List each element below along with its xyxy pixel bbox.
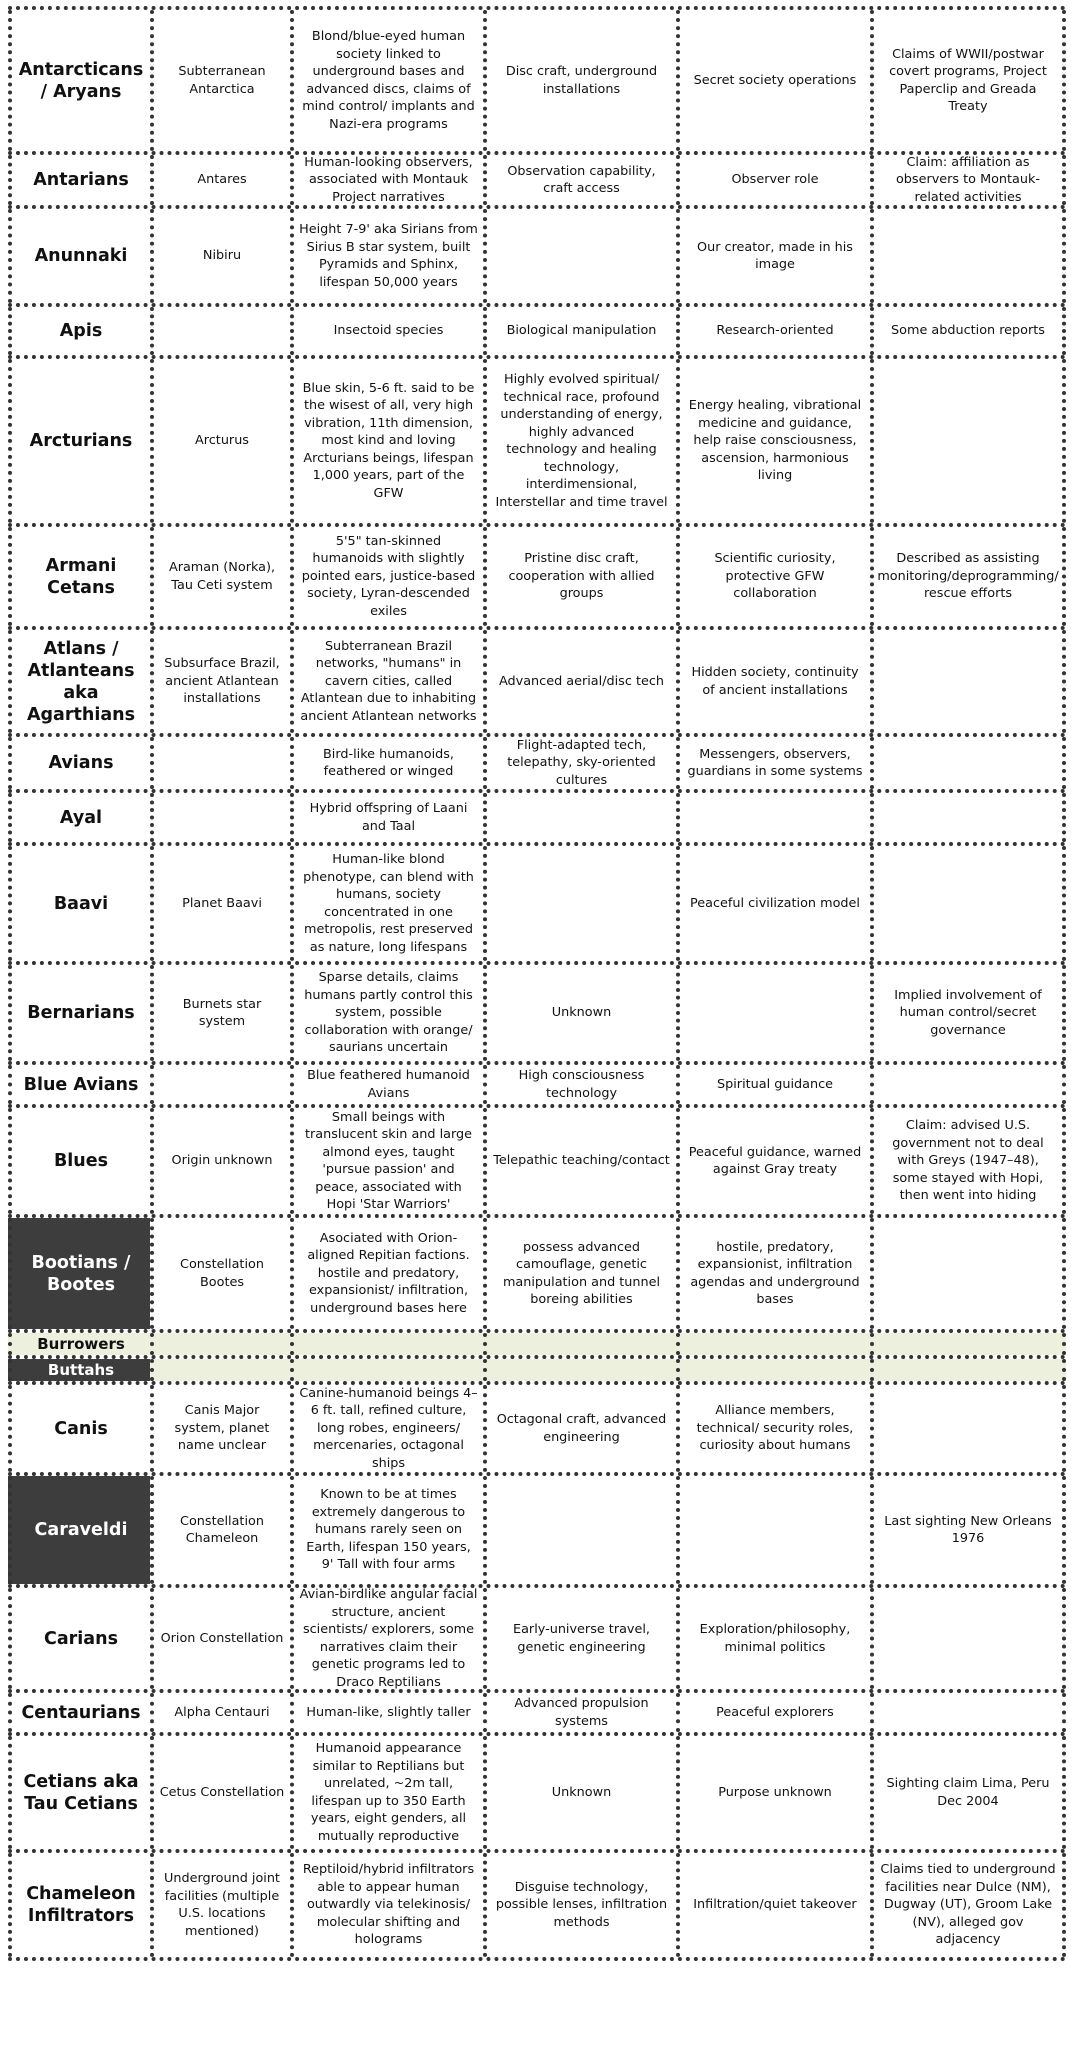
cell-technology — [483, 793, 676, 842]
cell-description: Humanoid appearance similar to Reptilians but unrelated, ~2m tall, lifespan up to 350 Earth years, eight genders, all mutually reproductive — [290, 1736, 483, 1849]
cell-name: Blue Avians — [8, 1065, 150, 1104]
cell-origin: Araman (Norka), Tau Ceti system — [150, 527, 290, 626]
cell-name: Buttahs — [8, 1359, 150, 1381]
cell-technology: Telepathic teaching/contact — [483, 1108, 676, 1214]
cell-notes — [870, 359, 1066, 523]
cell-role — [676, 793, 870, 842]
cell-notes — [870, 1693, 1066, 1732]
cell-technology: Biological manipulation — [483, 307, 676, 355]
cell-role — [676, 965, 870, 1061]
cell-notes — [870, 846, 1066, 961]
cell-role: Spiritual guidance — [676, 1065, 870, 1104]
cell-description: Human-like blond phenotype, can blend with humans, society concentrated in one metropolis, rest preserved as nature, long lifespans — [290, 846, 483, 961]
cell-role — [676, 1333, 870, 1355]
cell-description: Height 7-9' aka Sirians from Sirius B star system, built Pyramids and Sphinx, lifespan 50,000 years — [290, 209, 483, 303]
cell-role — [676, 1476, 870, 1584]
cell-origin: Cetus Constellation — [150, 1736, 290, 1849]
cell-origin — [150, 307, 290, 355]
cell-description: Blue feathered humanoid Avians — [290, 1065, 483, 1104]
cell-name: Caraveldi — [8, 1476, 150, 1584]
cell-notes: Claims of WWII/postwar covert programs, Project Paperclip and Greada Treaty — [870, 10, 1066, 151]
cell-technology: Unknown — [483, 1736, 676, 1849]
table-row — [8, 1381, 1066, 1472]
table-row — [8, 733, 1066, 789]
cell-technology — [483, 1359, 676, 1381]
cell-technology: Unknown — [483, 965, 676, 1061]
cell-name: Carians — [8, 1588, 150, 1689]
cell-name: Chameleon Infiltrators — [8, 1853, 150, 1957]
cell-description: Asociated with Orion-aligned Repitian factions. hostile and predatory, expansionist/ infiltration, underground bases here — [290, 1218, 483, 1329]
cell-technology: Observation capability, craft access — [483, 155, 676, 205]
cell-name: Centaurians — [8, 1693, 150, 1732]
cell-technology: Advanced propulsion systems — [483, 1693, 676, 1732]
cell-role: Purpose unknown — [676, 1736, 870, 1849]
cell-role — [676, 1359, 870, 1381]
cell-origin: Subterranean Antarctica — [150, 10, 290, 151]
table-row — [8, 205, 1066, 303]
cell-description: Human-like, slightly taller — [290, 1693, 483, 1732]
cell-notes — [870, 1588, 1066, 1689]
table-row — [8, 355, 1066, 523]
table-row — [8, 626, 1066, 733]
cell-description: Bird-like humanoids, feathered or winged — [290, 737, 483, 789]
cell-notes — [870, 1333, 1066, 1355]
cell-role: Secret society operations — [676, 10, 870, 151]
cell-name: Ayal — [8, 793, 150, 842]
cell-name: Avians — [8, 737, 150, 789]
cell-notes — [870, 737, 1066, 789]
table-row — [8, 1214, 1066, 1329]
cell-role: Hidden society, continuity of ancient installations — [676, 630, 870, 733]
cell-notes: Sighting claim Lima, Peru Dec 2004 — [870, 1736, 1066, 1849]
table-row — [8, 151, 1066, 205]
cell-origin: Nibiru — [150, 209, 290, 303]
cell-origin: Subsurface Brazil, ancient Atlantean installations — [150, 630, 290, 733]
cell-origin — [150, 793, 290, 842]
cell-origin: Arcturus — [150, 359, 290, 523]
cell-description: Blond/blue-eyed human society linked to underground bases and advanced discs, claims of mind control/ implants and Nazi-era programs — [290, 10, 483, 151]
table-row — [8, 1689, 1066, 1732]
cell-origin: Underground joint facilities (multiple U.S. locations mentioned) — [150, 1853, 290, 1957]
cell-origin — [150, 1333, 290, 1355]
table-row — [8, 1329, 1066, 1355]
cell-notes — [870, 630, 1066, 733]
cell-role: Exploration/philosophy, minimal politics — [676, 1588, 870, 1689]
cell-name: Apis — [8, 307, 150, 355]
cell-name: Cetians aka Tau Cetians — [8, 1736, 150, 1849]
cell-origin: Constellation Bootes — [150, 1218, 290, 1329]
cell-technology — [483, 1333, 676, 1355]
cell-name: Baavi — [8, 846, 150, 961]
cell-description: Human-looking observers, associated with Montauk Project narratives — [290, 155, 483, 205]
table-row — [8, 961, 1066, 1061]
cell-notes: Claims tied to underground facilities near Dulce (NM), Dugway (UT), Groom Lake (NV), alleged gov adjacency — [870, 1853, 1066, 1957]
cell-description — [290, 1359, 483, 1381]
cell-technology: Highly evolved spiritual/ technical race, profound understanding of energy, highly advanced technology and healing technology, interdimensional, Interstellar and time travel — [483, 359, 676, 523]
cell-role: Observer role — [676, 155, 870, 205]
cell-notes — [870, 209, 1066, 303]
cell-technology — [483, 1476, 676, 1584]
cell-description: Insectoid species — [290, 307, 483, 355]
cell-technology: Advanced aerial/disc tech — [483, 630, 676, 733]
cell-name: Anunnaki — [8, 209, 150, 303]
table-row — [8, 1849, 1066, 1961]
cell-role: Energy healing, vibrational medicine and guidance, help raise consciousness, ascension, harmonious living — [676, 359, 870, 523]
cell-description: Hybrid offspring of Laani and Taal — [290, 793, 483, 842]
cell-name: Canis — [8, 1385, 150, 1472]
cell-notes — [870, 1359, 1066, 1381]
cell-technology: possess advanced camouflage, genetic manipulation and tunnel boreing abilities — [483, 1218, 676, 1329]
cell-role: Research-oriented — [676, 307, 870, 355]
cell-description: Sparse details, claims humans partly control this system, possible collaboration with orange/ saurians uncertain — [290, 965, 483, 1061]
cell-origin: Burnets star system — [150, 965, 290, 1061]
cell-name: Armani Cetans — [8, 527, 150, 626]
cell-origin — [150, 737, 290, 789]
cell-name: Blues — [8, 1108, 150, 1214]
species-table — [8, 6, 1066, 1961]
cell-description: Subterranean Brazil networks, "humans" in cavern cities, called Atlantean due to inhabiting ancient Atlantean networks — [290, 630, 483, 733]
cell-role: Peaceful civilization model — [676, 846, 870, 961]
table-row — [8, 523, 1066, 626]
cell-notes: Last sighting New Orleans 1976 — [870, 1476, 1066, 1584]
cell-role: Infiltration/quiet takeover — [676, 1853, 870, 1957]
cell-technology — [483, 209, 676, 303]
cell-origin: Constellation Chameleon — [150, 1476, 290, 1584]
cell-origin: Antares — [150, 155, 290, 205]
cell-role: Peaceful guidance, warned against Gray treaty — [676, 1108, 870, 1214]
cell-role: Alliance members, technical/ security roles, curiosity about humans — [676, 1385, 870, 1472]
cell-name: Bootians / Bootes — [8, 1218, 150, 1329]
cell-role: Scientific curiosity, protective GFW collaboration — [676, 527, 870, 626]
table-row — [8, 1584, 1066, 1689]
table-row — [8, 303, 1066, 355]
table-row — [8, 6, 1066, 151]
cell-notes — [870, 1218, 1066, 1329]
cell-technology: Flight-adapted tech, telepathy, sky-oriented cultures — [483, 737, 676, 789]
table-row — [8, 1061, 1066, 1104]
cell-notes — [870, 1065, 1066, 1104]
cell-description: Known to be at times extremely dangerous to humans rarely seen on Earth, lifespan 150 years, 9' Tall with four arms — [290, 1476, 483, 1584]
cell-role: hostile, predatory, expansionist, infiltration agendas and underground bases — [676, 1218, 870, 1329]
cell-description: Small beings with translucent skin and large almond eyes, taught 'pursue passion' and peace, associated with Hopi 'Star Warriors' — [290, 1108, 483, 1214]
cell-origin: Planet Baavi — [150, 846, 290, 961]
table-row — [8, 1472, 1066, 1584]
cell-description — [290, 1333, 483, 1355]
cell-role: Our creator, made in his image — [676, 209, 870, 303]
cell-origin — [150, 1359, 290, 1381]
cell-technology: Early-universe travel, genetic engineering — [483, 1588, 676, 1689]
cell-name: Bernarians — [8, 965, 150, 1061]
table-row — [8, 1732, 1066, 1849]
cell-notes: Claim: affiliation as observers to Montauk-related activities — [870, 155, 1066, 205]
cell-technology: High consciousness technology — [483, 1065, 676, 1104]
table-row — [8, 842, 1066, 961]
cell-name: Arcturians — [8, 359, 150, 523]
table-row — [8, 1104, 1066, 1214]
cell-notes — [870, 1385, 1066, 1472]
cell-technology: Disc craft, underground installations — [483, 10, 676, 151]
cell-origin: Canis Major system, planet name unclear — [150, 1385, 290, 1472]
cell-technology — [483, 846, 676, 961]
cell-origin: Alpha Centauri — [150, 1693, 290, 1732]
cell-role: Peaceful explorers — [676, 1693, 870, 1732]
cell-notes: Implied involvement of human control/secret governance — [870, 965, 1066, 1061]
cell-description: Blue skin, 5-6 ft. said to be the wisest of all, very high vibration, 11th dimension, most kind and loving Arcturians beings, lifespan 1,000 years, part of the GFW — [290, 359, 483, 523]
cell-notes: Described as assisting monitoring/deprogramming/ rescue efforts — [870, 527, 1066, 626]
table-row — [8, 1355, 1066, 1381]
cell-description: 5'5" tan-skinned humanoids with slightly pointed ears, justice-based society, Lyran-descended exiles — [290, 527, 483, 626]
cell-notes: Claim: advised U.S. government not to deal with Greys (1947–48), some stayed with Hopi, then went into hiding — [870, 1108, 1066, 1214]
cell-description: Reptiloid/hybrid infiltrators able to appear human outwardly via telekinosis/ molecular shifting and holograms — [290, 1853, 483, 1957]
cell-origin: Orion Constellation — [150, 1588, 290, 1689]
cell-technology: Disguise technology, possible lenses, infiltration methods — [483, 1853, 676, 1957]
cell-technology: Pristine disc craft, cooperation with allied groups — [483, 527, 676, 626]
cell-origin: Origin unknown — [150, 1108, 290, 1214]
cell-name: Antarcticans / Aryans — [8, 10, 150, 151]
cell-description: Avian-birdlike angular facial structure, ancient scientists/ explorers, some narratives claim their genetic programs led to Draco Reptilians — [290, 1588, 483, 1689]
cell-role: Messengers, observers, guardians in some systems — [676, 737, 870, 789]
cell-notes — [870, 793, 1066, 842]
cell-name: Antarians — [8, 155, 150, 205]
cell-name: Burrowers — [8, 1333, 150, 1355]
cell-notes: Some abduction reports — [870, 307, 1066, 355]
cell-origin — [150, 1065, 290, 1104]
table-row — [8, 789, 1066, 842]
cell-technology: Octagonal craft, advanced engineering — [483, 1385, 676, 1472]
cell-description: Canine-humanoid beings 4–6 ft. tall, refined culture, long robes, engineers/ mercenaries, octagonal ships — [290, 1385, 483, 1472]
cell-name: Atlans / Atlanteans aka Agarthians — [8, 630, 150, 733]
